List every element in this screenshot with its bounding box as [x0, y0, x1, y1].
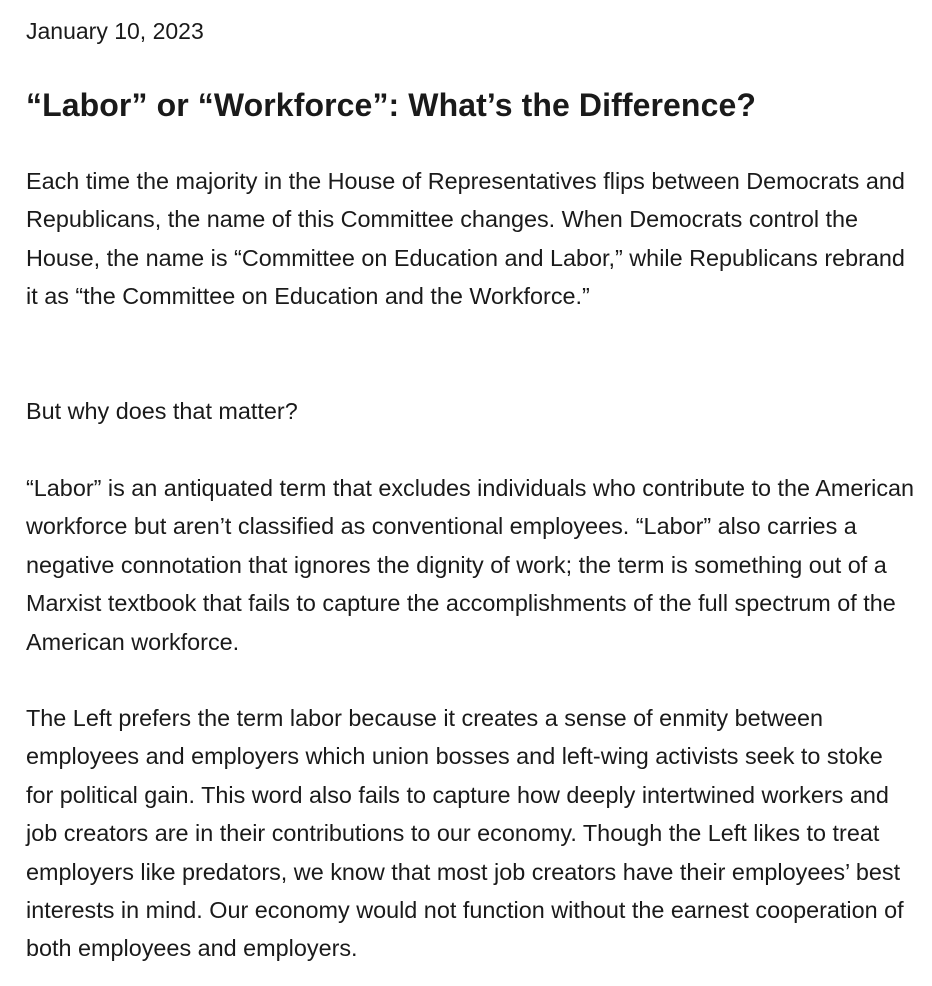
article-title: “Labor” or “Workforce”: What’s the Difference? — [26, 87, 757, 123]
article-paragraph: The Left prefers the term labor because it creates a sense of enmity between employees and employers which union bosses and left-wing activists seek to stoke for political gain. This word also fails to capture how deeply intertwined workers and job creators are in their contributions to our economy. Though the Left likes to treat employers like predators, we know that most job creators have their employees’ best interests in mind. Our economy would not function without the earnest cooperation of both employees and employers. — [26, 705, 904, 962]
article-date: January 10, 2023 — [26, 18, 204, 44]
article-paragraph: Each time the majority in the House of Representatives flips between Democrats and Republicans, the name of this Committee changes. When Democrats control the House, the name is “Committee on Education and Labor,” while Republicans rebrand it as “the Committee on Education and the Workforce.” — [26, 168, 905, 310]
article-paragraph: “Labor” is an antiquated term that excludes individuals who contribute to the American workforce but aren’t classified as conventional employees. “Labor” also carries a negative connotation that ignores the dignity of work; the term is something out of a Marxist textbook that fails to capture the accomplishments of the full spectrum of the American workforce. — [26, 475, 915, 655]
article-paragraph: But why does that matter? — [26, 398, 298, 424]
